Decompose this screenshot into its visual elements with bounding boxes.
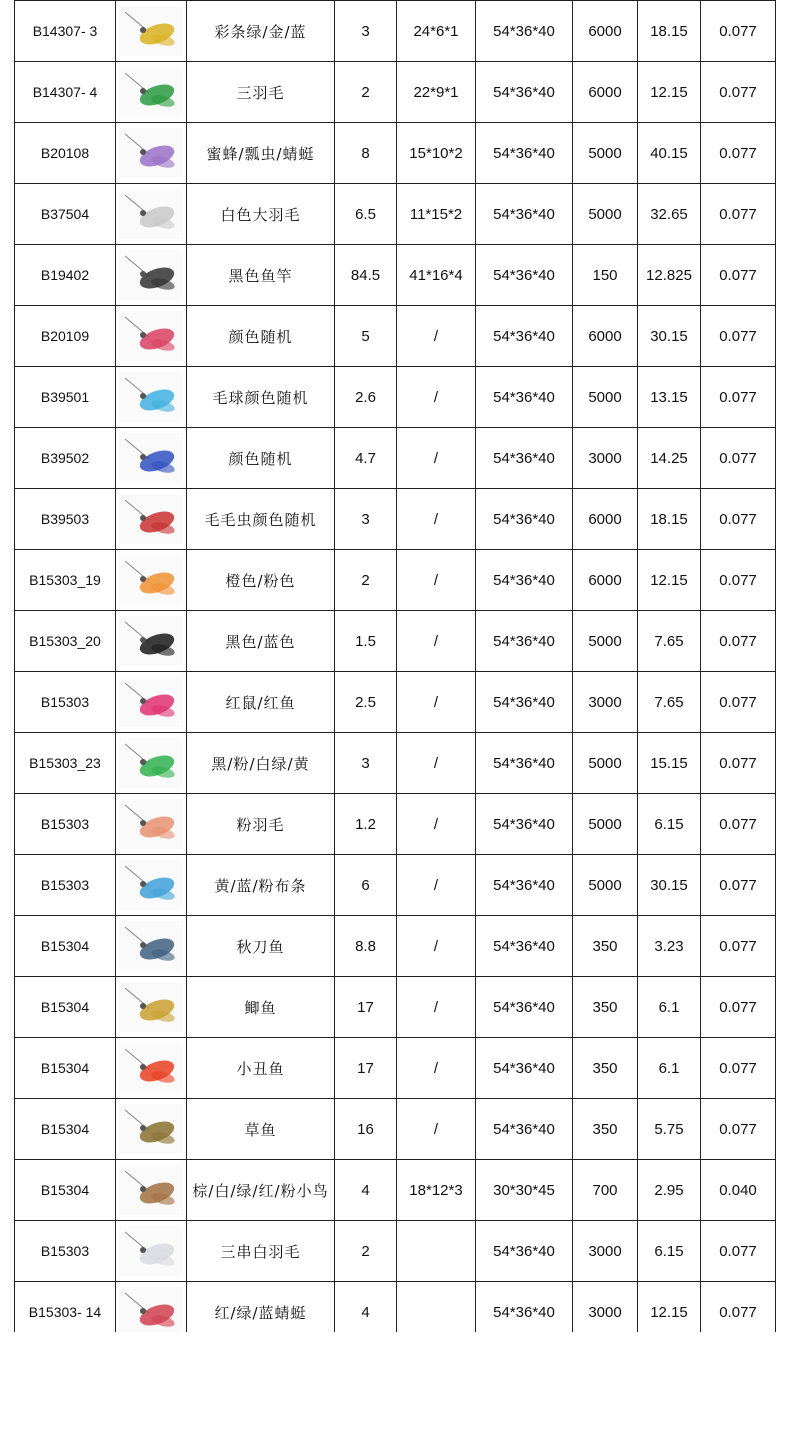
item-name-cell: 白色大羽毛 (187, 184, 335, 245)
volume-cell: 0.040 (701, 1160, 776, 1221)
green-feather-icon (119, 67, 183, 117)
carton-size-cell: 54*36*40 (476, 855, 573, 916)
price-cell: 2.95 (638, 1160, 701, 1221)
price-cell: 12.15 (638, 550, 701, 611)
weight-cell: 1.2 (335, 794, 397, 855)
price-cell: 15.15 (638, 733, 701, 794)
volume-cell: 0.077 (701, 123, 776, 184)
quantity-cell: 3000 (573, 1282, 638, 1343)
weight-cell: 2.6 (335, 367, 397, 428)
thumbnail-cell (116, 367, 187, 428)
orange-feather-icon (119, 555, 183, 605)
thumbnail-cell (116, 855, 187, 916)
weight-cell: 8.8 (335, 916, 397, 977)
thumbnail-cell (116, 62, 187, 123)
volume-cell: 0.077 (701, 306, 776, 367)
table-row (15, 1099, 776, 1160)
quantity-cell: 350 (573, 977, 638, 1038)
carton-size-cell: 54*36*40 (476, 1, 573, 62)
item-name-cell: 黑色鱼竿 (187, 245, 335, 306)
size-cell: / (397, 367, 476, 428)
weight-cell: 4.7 (335, 428, 397, 489)
item-code-cell: B15303_23 (15, 733, 116, 794)
volume-cell: 0.077 (701, 733, 776, 794)
table-row (15, 1160, 776, 1221)
volume-cell: 0.077 (701, 184, 776, 245)
volume-cell: 0.077 (701, 489, 776, 550)
item-name-cell: 黄/蓝/粉布条 (187, 855, 335, 916)
weight-cell: 1.5 (335, 611, 397, 672)
weight-cell: 3 (335, 1, 397, 62)
thumbnail-cell (116, 123, 187, 184)
table-row (15, 245, 776, 306)
volume-cell: 0.077 (701, 550, 776, 611)
table-row (15, 1, 776, 62)
table-row (15, 62, 776, 123)
price-cell: 6.1 (638, 1038, 701, 1099)
pink-feather-icon (119, 799, 183, 849)
item-name-cell: 毛毛虫颜色随机 (187, 489, 335, 550)
item-code-cell: B20109 (15, 306, 116, 367)
item-code-cell: B15304 (15, 1038, 116, 1099)
cloth-strip-icon (119, 860, 183, 910)
size-cell: / (397, 306, 476, 367)
size-cell: / (397, 611, 476, 672)
volume-cell: 0.077 (701, 611, 776, 672)
mixed-feathers-icon (119, 311, 183, 361)
item-code-cell: B15304 (15, 1099, 116, 1160)
volume-cell: 0.077 (701, 1038, 776, 1099)
green-plume-icon (119, 738, 183, 788)
table-row (15, 1038, 776, 1099)
insect-wand-icon (119, 128, 183, 178)
price-cell: 6.1 (638, 977, 701, 1038)
carton-size-cell: 54*36*40 (476, 428, 573, 489)
item-name-cell: 黑色/蓝色 (187, 611, 335, 672)
weight-cell: 6.5 (335, 184, 397, 245)
size-cell: / (397, 916, 476, 977)
item-code-cell: B15303 (15, 794, 116, 855)
table-row (15, 550, 776, 611)
weight-cell: 5 (335, 306, 397, 367)
bead-wand-icon (119, 433, 183, 483)
table-body (15, 1, 776, 1404)
weight-cell: 4 (335, 1282, 397, 1343)
thumbnail-cell (116, 489, 187, 550)
size-cell: / (397, 977, 476, 1038)
thumbnail-cell (116, 1038, 187, 1099)
quantity-cell: 350 (573, 1099, 638, 1160)
carton-size-cell: 54*36*40 (476, 306, 573, 367)
grass-carp-icon (119, 1104, 183, 1154)
thumbnail-cell (116, 184, 187, 245)
volume-cell: 0.077 (701, 977, 776, 1038)
price-cell: 7.65 (638, 672, 701, 733)
quantity-cell: 150 (573, 245, 638, 306)
size-cell: 15*10*2 (397, 123, 476, 184)
carton-size-cell: 54*36*40 (476, 977, 573, 1038)
quantity-cell: 5000 (573, 367, 638, 428)
thumbnail-cell (116, 550, 187, 611)
table-row (15, 367, 776, 428)
thumbnail-cell (116, 672, 187, 733)
carton-size-cell: 54*36*40 (476, 1221, 573, 1282)
table-row (15, 611, 776, 672)
price-cell: 12.825 (638, 245, 701, 306)
carton-size-cell: 30*30*45 (476, 1160, 573, 1221)
thumbnail-cell (116, 916, 187, 977)
weight-cell: 2 (335, 550, 397, 611)
quantity-cell: 3000 (573, 428, 638, 489)
weight-cell: 4 (335, 1160, 397, 1221)
item-code-cell: B15303 (15, 672, 116, 733)
quantity-cell: 5000 (573, 611, 638, 672)
quantity-cell: 5000 (573, 855, 638, 916)
bird-wand-icon (119, 1165, 183, 1215)
item-name-cell: 粉羽毛 (187, 794, 335, 855)
weight-cell: 84.5 (335, 245, 397, 306)
item-code-cell: B15303_20 (15, 611, 116, 672)
volume-cell: 0.077 (701, 245, 776, 306)
item-name-cell: 秋刀鱼 (187, 916, 335, 977)
saury-fish-icon (119, 921, 183, 971)
size-cell: 18*12*3 (397, 1160, 476, 1221)
item-name-cell: 三串白羽毛 (187, 1221, 335, 1282)
bottom-margin (0, 1332, 790, 1442)
clownfish-icon (119, 1043, 183, 1093)
table-row (15, 428, 776, 489)
price-cell: 18.15 (638, 489, 701, 550)
table-row (15, 977, 776, 1038)
size-cell: / (397, 550, 476, 611)
volume-cell: 0.077 (701, 672, 776, 733)
size-cell: / (397, 428, 476, 489)
quantity-cell: 5000 (573, 123, 638, 184)
item-code-cell: B15304 (15, 1160, 116, 1221)
table-row (15, 733, 776, 794)
item-name-cell: 彩条绿/金/蓝 (187, 1, 335, 62)
price-cell: 18.15 (638, 1, 701, 62)
carton-size-cell: 54*36*40 (476, 550, 573, 611)
table-row (15, 916, 776, 977)
weight-cell: 3 (335, 489, 397, 550)
item-code-cell: B20108 (15, 123, 116, 184)
carton-size-cell: 54*36*40 (476, 489, 573, 550)
size-cell: 24*6*1 (397, 1, 476, 62)
table-row (15, 855, 776, 916)
thumbnail-cell (116, 977, 187, 1038)
price-cell: 6.15 (638, 1221, 701, 1282)
item-code-cell: B15303- 14 (15, 1282, 116, 1343)
tinsel-wand-icon (119, 6, 183, 56)
item-name-cell: 红/绿/蓝蜻蜓 (187, 1282, 335, 1343)
quantity-cell: 6000 (573, 306, 638, 367)
size-cell: 11*15*2 (397, 184, 476, 245)
volume-cell: 0.077 (701, 916, 776, 977)
item-code-cell: B15304 (15, 916, 116, 977)
price-cell: 30.15 (638, 855, 701, 916)
item-name-cell: 橙色/粉色 (187, 550, 335, 611)
table-row (15, 489, 776, 550)
item-code-cell: B15303 (15, 1221, 116, 1282)
volume-cell: 0.077 (701, 1, 776, 62)
crucian-fish-icon (119, 982, 183, 1032)
thumbnail-cell (116, 306, 187, 367)
size-cell: 22*9*1 (397, 62, 476, 123)
size-cell: / (397, 489, 476, 550)
weight-cell: 16 (335, 1099, 397, 1160)
volume-cell: 0.077 (701, 1282, 776, 1343)
price-cell: 12.15 (638, 1282, 701, 1343)
item-name-cell: 毛球颜色随机 (187, 367, 335, 428)
item-name-cell: 棕/白/绿/红/粉小鸟 (187, 1160, 335, 1221)
price-cell: 7.65 (638, 611, 701, 672)
pompom-wand-icon (119, 372, 183, 422)
price-cell: 12.15 (638, 62, 701, 123)
carton-size-cell: 54*36*40 (476, 123, 573, 184)
item-code-cell: B37504 (15, 184, 116, 245)
item-code-cell: B39501 (15, 367, 116, 428)
weight-cell: 3 (335, 733, 397, 794)
item-code-cell: B14307- 3 (15, 1, 116, 62)
item-code-cell: B15303_19 (15, 550, 116, 611)
size-cell: / (397, 1099, 476, 1160)
size-cell (397, 1221, 476, 1282)
carton-size-cell: 54*36*40 (476, 733, 573, 794)
product-table (14, 0, 776, 1404)
quantity-cell: 350 (573, 1038, 638, 1099)
item-code-cell: B14307- 4 (15, 62, 116, 123)
carton-size-cell: 54*36*40 (476, 916, 573, 977)
carton-size-cell: 54*36*40 (476, 611, 573, 672)
carton-size-cell: 54*36*40 (476, 1282, 573, 1343)
quantity-cell: 5000 (573, 733, 638, 794)
table-row (15, 672, 776, 733)
weight-cell: 2.5 (335, 672, 397, 733)
thumbnail-cell (116, 1099, 187, 1160)
table-row (15, 184, 776, 245)
quantity-cell: 3000 (573, 672, 638, 733)
item-name-cell: 红鼠/红鱼 (187, 672, 335, 733)
price-cell: 6.15 (638, 794, 701, 855)
item-code-cell: B39502 (15, 428, 116, 489)
price-cell: 5.75 (638, 1099, 701, 1160)
volume-cell: 0.077 (701, 1221, 776, 1282)
weight-cell: 6 (335, 855, 397, 916)
item-code-cell: B15303 (15, 855, 116, 916)
thumbnail-cell (116, 245, 187, 306)
quantity-cell: 6000 (573, 1, 638, 62)
item-name-cell: 鲫鱼 (187, 977, 335, 1038)
quantity-cell: 6000 (573, 62, 638, 123)
black-feather-icon (119, 616, 183, 666)
quantity-cell: 6000 (573, 550, 638, 611)
size-cell: / (397, 794, 476, 855)
price-cell: 30.15 (638, 306, 701, 367)
item-name-cell: 三羽毛 (187, 62, 335, 123)
price-cell: 40.15 (638, 123, 701, 184)
table-row (15, 794, 776, 855)
price-cell: 3.23 (638, 916, 701, 977)
size-cell: / (397, 855, 476, 916)
carton-size-cell: 54*36*40 (476, 245, 573, 306)
volume-cell: 0.077 (701, 367, 776, 428)
quantity-cell: 700 (573, 1160, 638, 1221)
item-name-cell: 颜色随机 (187, 428, 335, 489)
carton-size-cell: 54*36*40 (476, 794, 573, 855)
thumbnail-cell (116, 1, 187, 62)
thumbnail-cell (116, 611, 187, 672)
weight-cell: 8 (335, 123, 397, 184)
thumbnail-cell (116, 1221, 187, 1282)
carton-size-cell: 54*36*40 (476, 1038, 573, 1099)
carton-size-cell: 54*36*40 (476, 184, 573, 245)
mouse-fish-icon (119, 677, 183, 727)
item-code-cell: B19402 (15, 245, 116, 306)
size-cell: / (397, 1038, 476, 1099)
table-row (15, 1221, 776, 1282)
thumbnail-cell (116, 794, 187, 855)
quantity-cell: 5000 (573, 794, 638, 855)
thumbnail-cell (116, 428, 187, 489)
weight-cell: 17 (335, 977, 397, 1038)
item-name-cell: 小丑鱼 (187, 1038, 335, 1099)
white-plume-icon (119, 1226, 183, 1276)
size-cell: 41*16*4 (397, 245, 476, 306)
item-code-cell: B15304 (15, 977, 116, 1038)
item-name-cell: 草鱼 (187, 1099, 335, 1160)
quantity-cell: 3000 (573, 1221, 638, 1282)
weight-cell: 17 (335, 1038, 397, 1099)
volume-cell: 0.077 (701, 62, 776, 123)
thumbnail-cell (116, 1160, 187, 1221)
thumbnail-cell (116, 733, 187, 794)
volume-cell: 0.077 (701, 855, 776, 916)
carton-size-cell: 54*36*40 (476, 672, 573, 733)
price-cell: 32.65 (638, 184, 701, 245)
quantity-cell: 5000 (573, 184, 638, 245)
table-row (15, 306, 776, 367)
price-cell: 13.15 (638, 367, 701, 428)
quantity-cell: 350 (573, 916, 638, 977)
carton-size-cell: 54*36*40 (476, 62, 573, 123)
quantity-cell: 6000 (573, 489, 638, 550)
white-feather-icon (119, 189, 183, 239)
product-table-sheet (14, 0, 775, 1404)
carton-size-cell: 54*36*40 (476, 1099, 573, 1160)
table-row (15, 123, 776, 184)
weight-cell: 2 (335, 1221, 397, 1282)
caterpillar-icon (119, 494, 183, 544)
dragonfly-icon (119, 1287, 183, 1337)
item-name-cell: 蜜蜂/瓢虫/蜻蜓 (187, 123, 335, 184)
size-cell: / (397, 733, 476, 794)
weight-cell: 2 (335, 62, 397, 123)
item-code-cell: B39503 (15, 489, 116, 550)
volume-cell: 0.077 (701, 794, 776, 855)
item-name-cell: 黑/粉/白绿/黄 (187, 733, 335, 794)
fishing-rod-icon (119, 250, 183, 300)
volume-cell: 0.077 (701, 428, 776, 489)
carton-size-cell: 54*36*40 (476, 367, 573, 428)
volume-cell: 0.077 (701, 1099, 776, 1160)
price-cell: 14.25 (638, 428, 701, 489)
size-cell: / (397, 672, 476, 733)
item-name-cell: 颜色随机 (187, 306, 335, 367)
